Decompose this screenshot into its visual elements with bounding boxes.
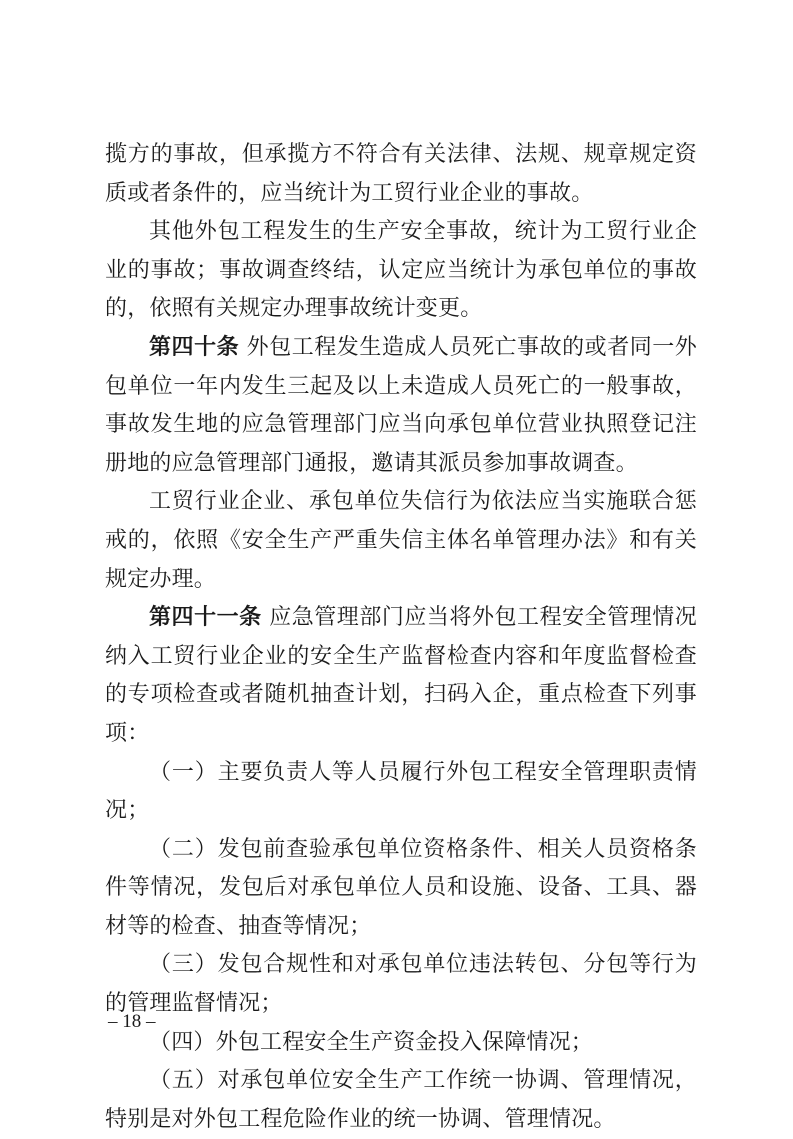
list-item-2 — [105, 831, 697, 947]
paragraph-text: 外包工程发生造成人员死亡事故的或者同一外包单位一年内发生三起及以上未造成人员死亡的一般事故，事故发生地的应急管理部门应当向承包单位营业执照登记注册地的应急管理部门通报，邀请其派员参加事故调查。 — [105, 334, 697, 476]
article-40-paragraph — [105, 329, 697, 483]
paragraph-text: （二）发包前查验承包单位资格条件、相关人员资格条件等情况，发包后对承包单位人员和设施、设备、工具、器材等的检查、抽查等情况； — [105, 836, 697, 939]
paragraph-2 — [105, 213, 697, 329]
list-item-1 — [105, 754, 697, 831]
paragraph-text: （三）发包合规性和对承包单位违法转包、分包等行为的管理监督情况； — [105, 952, 697, 1017]
article-41-paragraph — [105, 599, 697, 753]
list-item-5 — [105, 1062, 697, 1139]
paragraph-text: （四）外包工程安全生产资金投入保障情况； — [149, 1029, 594, 1055]
paragraph-1 — [105, 136, 697, 213]
document-body — [105, 136, 697, 1139]
article-heading: 第四十一条 — [149, 605, 262, 631]
paragraph-text: 其他外包工程发生的生产安全事故，统计为工贸行业企业的事故；事故调查终结，认定应当统计为承包单位的事故的，依照有关规定办理事故统计变更。 — [105, 219, 697, 322]
paragraph-text: 应急管理部门应当将外包工程安全管理情况纳入工贸行业企业的安全生产监督检查内容和年度监督检查的专项检查或者随机抽查计划，扫码入企，重点检查下列事项： — [105, 605, 697, 746]
paragraph-text: （五）对承包单位安全生产工作统一协调、管理情况，特别是对外包工程危险作业的统一协调、管理情况。 — [105, 1068, 697, 1132]
paragraph-text: 工贸行业企业、承包单位失信行为依法应当实施联合惩戒的，依照《安全生产严重失信主体名单管理办法》和有关规定办理。 — [105, 489, 697, 592]
page-number: – 18 – — [108, 1011, 156, 1032]
paragraph-text: （一）主要负责人等人员履行外包工程安全管理职责情况； — [105, 759, 697, 824]
article-heading: 第四十条 — [149, 334, 240, 360]
paragraph-text: 揽方的事故，但承揽方不符合有关法律、法规、规章规定资质或者条件的，应当统计为工贸行业企业的事故。 — [105, 142, 697, 206]
paragraph-4 — [105, 483, 697, 599]
